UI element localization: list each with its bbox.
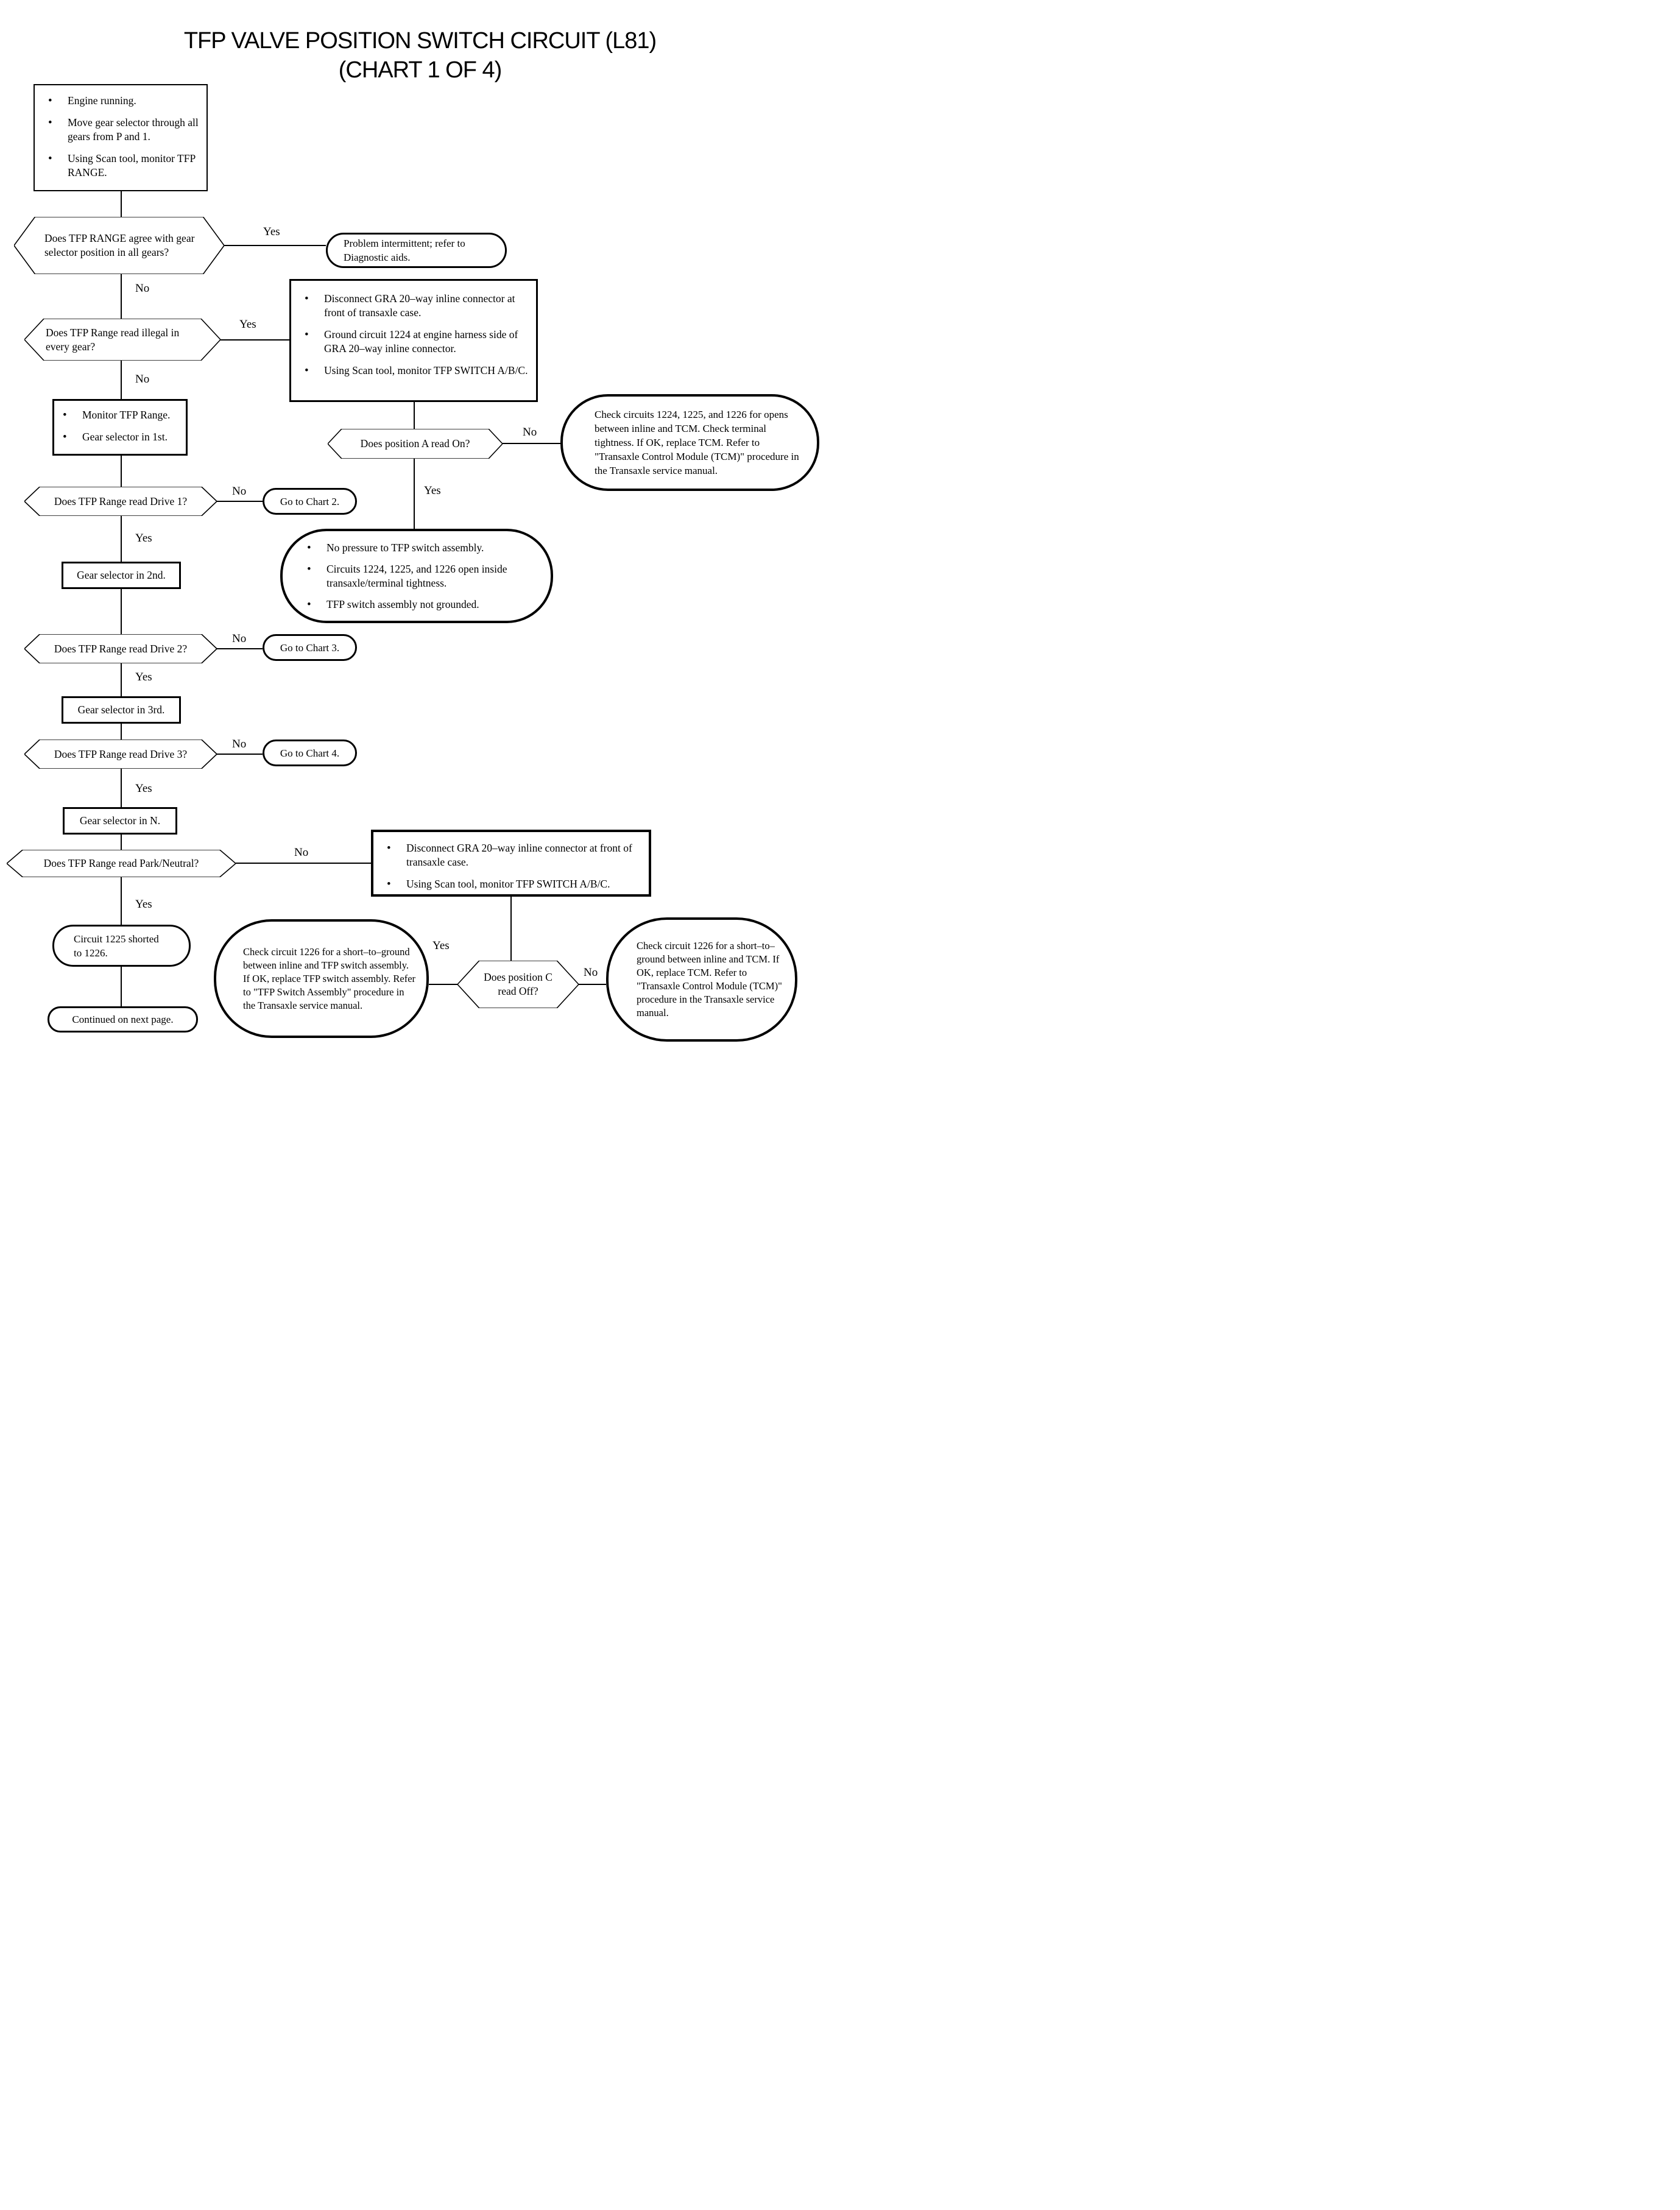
connector-line: [121, 361, 122, 399]
list-item: [305, 364, 530, 378]
list-item: [307, 598, 540, 612]
connector-line: [224, 245, 326, 246]
list-item: [48, 116, 200, 144]
list-item: [305, 292, 530, 320]
yes-label: Yes: [135, 782, 152, 795]
terminator-text: Check circuit 1226 for a short–to–ground between inline and TFP switch assembly. If OK, replace TFP switch assembly. Refer to "TFP Switch Assembly" procedure in the Transaxle service manual.: [243, 945, 416, 1011]
connector-line: [121, 769, 122, 807]
list-item-text: • Using Scan tool, monitor TFP SWITCH A/B/C.: [324, 364, 528, 376]
yes-label: Yes: [135, 671, 152, 683]
terminator-go-chart-3: [263, 634, 357, 661]
connector-line: [121, 835, 122, 850]
list-item: [387, 841, 643, 869]
terminator-text: Check circuit 1226 for a short–to–ground between inline and TCM. If OK, replace TCM. Refer to "Transaxle Control Module (TCM)" procedure in the Transaxle service manual.: [637, 940, 782, 1019]
terminator-go-chart-2: [263, 488, 357, 515]
terminator-check-1226-switch: [214, 919, 429, 1038]
process-disconnect-monitor: [371, 830, 651, 897]
process-text: Gear selector in 2nd.: [77, 569, 166, 581]
terminator-text: Continued on next page.: [72, 1014, 174, 1025]
list-item-text: • Using Scan tool, monitor TFP RANGE.: [68, 152, 196, 178]
start-box: [34, 84, 208, 191]
terminator-check-1226-tcm: [606, 917, 797, 1042]
decision-text: Does position A read On?: [360, 437, 470, 450]
terminator-text: Problem intermittent; refer to Diagnostic aids.: [344, 238, 465, 263]
yes-label: Yes: [263, 225, 280, 238]
connector-line: [414, 459, 415, 529]
process-text: Gear selector in 3rd.: [77, 704, 165, 716]
list-item: [48, 94, 200, 108]
decision-position-c: [457, 961, 579, 1008]
connector-line: [579, 984, 606, 985]
list-item: [63, 430, 180, 444]
list-item: [305, 328, 530, 356]
decision-drive-1: [24, 487, 217, 516]
terminator-no-pressure: [280, 529, 553, 623]
yes-label: Yes: [424, 484, 441, 497]
decision-text: Does TFP RANGE agree with gear selector position in all gears?: [44, 232, 195, 258]
list-item-text: • Disconnect GRA 20–way inline connector at front of transaxle case.: [324, 292, 515, 319]
no-label: No: [232, 738, 247, 750]
connector-line: [217, 754, 263, 755]
yes-label: Yes: [239, 318, 256, 331]
decision-drive-2: [24, 634, 217, 663]
terminator-text: Go to Chart 2.: [280, 495, 340, 507]
connector-line: [121, 967, 122, 1006]
list-item-text: • Monitor TFP Range.: [82, 409, 171, 421]
decision-text: Does TFP Range read Drive 1?: [54, 495, 188, 507]
page-title-line2: (CHART 1 OF 4): [338, 57, 502, 83]
no-label: No: [135, 373, 150, 386]
terminator-text: Check circuits 1224, 1225, and 1226 for opens between inline and TCM. Check terminal tightness. If OK, replace TCM. Refer to "Transaxle Control Module (TCM)" procedure in the Transaxle service manual.: [595, 409, 799, 476]
page-title-line1: TFP VALVE POSITION SWITCH CIRCUIT (L81): [183, 28, 657, 54]
terminator-text: Circuit 1225 shorted to 1226.: [74, 933, 159, 959]
connector-line: [121, 724, 122, 740]
connector-line: [236, 863, 371, 864]
yes-label: Yes: [135, 898, 152, 911]
connector-line: [121, 456, 122, 487]
connector-line: [121, 274, 122, 319]
list-item-text: • Engine running.: [68, 94, 136, 107]
process-gear-n: [63, 807, 177, 835]
no-label: No: [584, 966, 598, 979]
yes-label: Yes: [135, 532, 152, 545]
list-item: [307, 562, 540, 590]
connector-line: [429, 984, 457, 985]
list-item-text: • Gear selector in 1st.: [82, 431, 168, 443]
terminator-problem-intermittent: [326, 233, 507, 268]
list-item: [387, 877, 643, 891]
decision-text: Does TFP Range read Park/Neutral?: [43, 857, 199, 869]
terminator-go-chart-4: [263, 740, 357, 766]
list-item-text: • No pressure to TFP switch assembly.: [326, 541, 484, 554]
process-text: Gear selector in N.: [79, 814, 161, 827]
terminator-text: Go to Chart 3.: [280, 641, 340, 654]
list-item-text: • Ground circuit 1224 at engine harness side of GRA 20–way inline connector.: [324, 328, 518, 355]
list-item: [48, 152, 200, 180]
connector-line: [217, 501, 263, 502]
terminator-continued-next-page: [48, 1006, 198, 1033]
connector-line: [414, 402, 415, 429]
decision-tfp-range-agree: [14, 217, 224, 274]
decision-park-neutral: [7, 850, 236, 877]
yes-label: Yes: [432, 939, 450, 952]
connector-line: [121, 191, 122, 217]
list-item: [307, 541, 540, 555]
decision-text: Does TFP Range read illegal in every gear?: [46, 326, 180, 353]
no-label: No: [294, 846, 309, 859]
decision-position-a: [328, 429, 503, 459]
decision-reads-illegal: [24, 319, 221, 361]
list-item-text: • Circuits 1224, 1225, and 1226 open inside transaxle/terminal tightness.: [326, 562, 507, 589]
decision-text: Does position C read Off?: [484, 971, 552, 997]
process-monitor-1st: [52, 399, 188, 456]
decision-text: Does TFP Range read Drive 3?: [54, 747, 188, 760]
process-ground-1224: [289, 279, 538, 402]
no-label: No: [523, 426, 537, 439]
no-label: No: [232, 632, 247, 645]
decision-drive-3: [24, 740, 217, 769]
connector-line: [121, 877, 122, 925]
connector-line: [221, 339, 289, 341]
list-item-text: • Move gear selector through all gears from P and 1.: [68, 116, 199, 143]
list-item: [63, 408, 180, 422]
connector-line: [503, 443, 560, 444]
connector-line: [510, 897, 512, 961]
connector-line: [217, 648, 263, 649]
list-item-text: • Using Scan tool, monitor TFP SWITCH A/B/C.: [406, 878, 610, 890]
list-item-text: • Disconnect GRA 20–way inline connector at front of transaxle case.: [406, 842, 632, 868]
terminator-circuit-1225-shorted: [52, 925, 191, 967]
connector-line: [121, 589, 122, 634]
list-item-text: • TFP switch assembly not grounded.: [326, 598, 479, 610]
terminator-check-opens-tcm: [560, 394, 819, 491]
connector-line: [121, 663, 122, 696]
decision-text: Does TFP Range read Drive 2?: [54, 642, 188, 655]
terminator-text: Go to Chart 4.: [280, 747, 340, 759]
flowchart-page: [0, 0, 840, 1105]
no-label: No: [135, 282, 150, 295]
connector-line: [121, 516, 122, 562]
no-label: No: [232, 485, 247, 498]
process-gear-3rd: [62, 696, 181, 724]
process-gear-2nd: [62, 562, 181, 589]
